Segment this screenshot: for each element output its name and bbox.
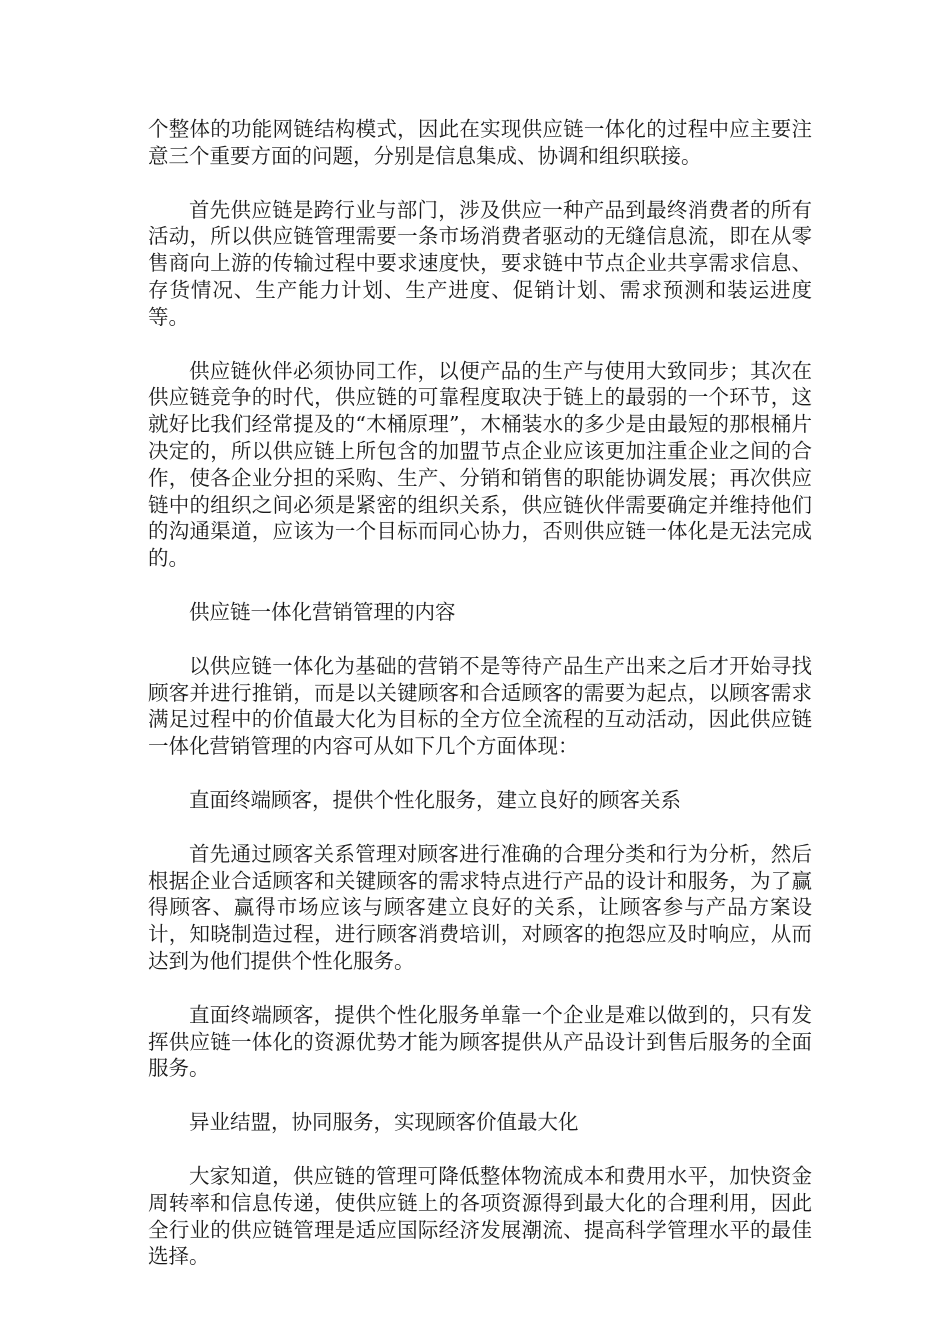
section-heading: 异业结盟，协同服务，实现顾客价值最大化 <box>189 1110 579 1135</box>
paragraph: 供应链伙伴必须协同工作，以便产品的生产与使用大致同步；其次在供应链竞争的时代，供应链的可靠程度取决于链上的最弱的一个环节，这就好比我们经常提及的“木桶原理”，木桶装水的多少是由最短的那根桶片决定的，所以供应链上所包含的加盟节点企业应该更加注重企业之间的合作，使各企业分担的采购、生产、分销和销售的职能协调发展；再次供应链中的组织之间必须是紧密的组织关系，供应链伙伴需要确定并维持他们的沟通渠道，应该为一个目标而同心协力，否则供应链一体化是无法完成的。 <box>148 358 812 571</box>
paragraph: 大家知道，供应链的管理可降低整体物流成本和费用水平，加快资金周转率和信息传递，使供应链上的各项资源得到最大化的合理利用，因此全行业的供应链管理是适应国际经济发展潮流、提高科学管理水平的最佳选择。 <box>148 1163 812 1269</box>
section-heading: 供应链一体化营销管理的内容 <box>189 599 456 624</box>
paragraph: 首先通过顾客关系管理对顾客进行准确的合理分类和行为分析，然后根据企业合适顾客和关键顾客的需求特点进行产品的设计和服务，为了赢得顾客、赢得市场应该与顾客建立良好的关系，让顾客参与产品方案设计，知晓制造过程，进行顾客消费培训，对顾客的抱怨应及时响应，从而达到为他们提供个性化服务。 <box>148 841 812 973</box>
paragraph: 直面终端顾客，提供个性化服务单靠一个企业是难以做到的，只有发挥供应链一体化的资源优势才能为顾客提供从产品设计到售后服务的全面服务。 <box>148 1002 812 1081</box>
paragraph-continuation: 个整体的功能网链结构模式，因此在实现供应链一体化的过程中应主要注意三个重要方面的问题，分别是信息集成、协调和组织联接。 <box>148 117 812 168</box>
paragraph: 以供应链一体化为基础的营销不是等待产品生产出来之后才开始寻找顾客并进行推销，而是以关键顾客和合适顾客的需要为起点，以顾客需求满足过程中的价值最大化为目标的全方位全流程的互动活动，因此供应链一体化营销管理的内容可从如下几个方面体现： <box>148 653 812 759</box>
paragraph: 首先供应链是跨行业与部门，涉及供应一种产品到最终消费者的所有活动，所以供应链管理需要一条市场消费者驱动的无缝信息流，即在从零售商向上游的传输过程中要求速度快，要求链中节点企业共享需求信息、存货情况、生产能力计划、生产进度、促销计划、需求预测和装运进度等。 <box>148 197 812 329</box>
section-heading: 直面终端顾客，提供个性化服务，建立良好的顾客关系 <box>189 787 681 812</box>
document-body <box>148 116 812 1297</box>
